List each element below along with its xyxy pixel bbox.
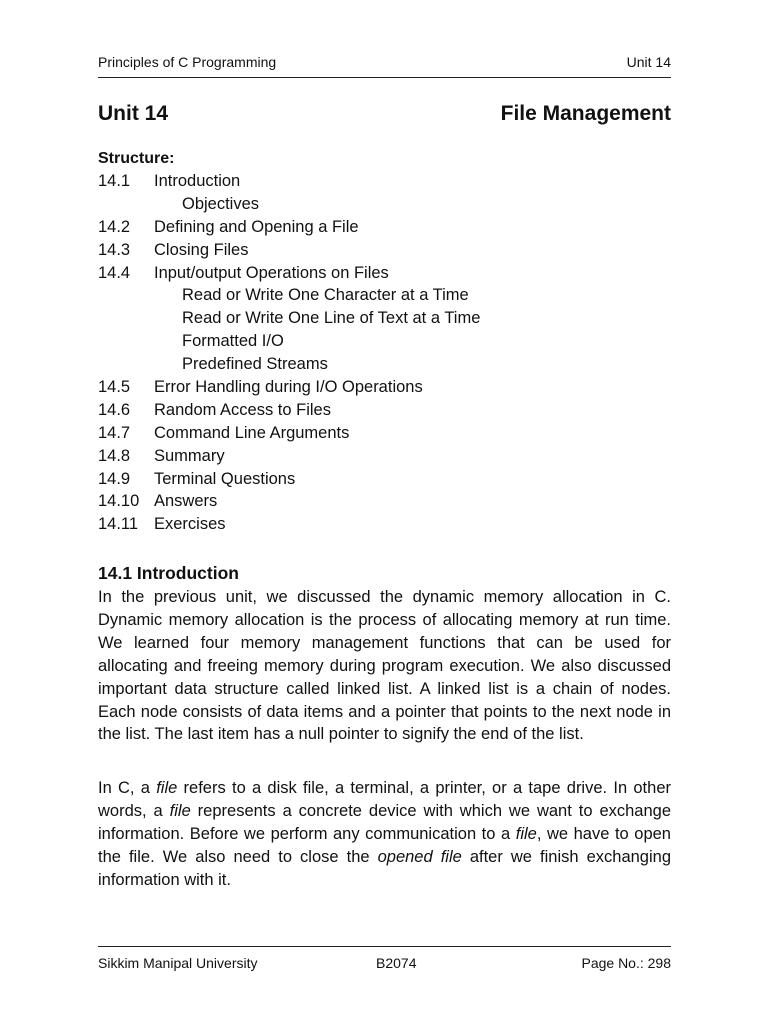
structure-item <box>98 262 671 285</box>
structure-item-number: 14.2 <box>98 217 131 236</box>
footer-page-number: Page No.: 298 <box>581 955 671 971</box>
structure-item-text: Defining and Opening a File <box>154 217 359 236</box>
structure-item <box>98 216 671 239</box>
footer-university: Sikkim Manipal University <box>98 955 258 971</box>
structure-item <box>98 376 671 399</box>
structure-item-number: 14.7 <box>98 423 131 442</box>
header-unit-label: Unit 14 <box>626 54 671 70</box>
para2-text: , we have to open the file. We also need to close the <box>98 824 671 866</box>
structure-item-text: Read or Write One Line of Text at a Time <box>182 309 481 328</box>
intro-paragraph-2 <box>98 777 671 892</box>
structure-list <box>98 147 671 536</box>
structure-item-text: Command Line Arguments <box>154 423 350 442</box>
structure-item-text: Error Handling during I/O Operations <box>154 378 423 397</box>
para2-text: In C, a <box>98 779 157 797</box>
structure-item-text: Answers <box>154 492 218 511</box>
structure-item <box>98 170 671 193</box>
unit-heading <box>98 100 671 128</box>
structure-item <box>98 445 671 468</box>
structure-item-text: Closing Files <box>154 240 249 259</box>
structure-item-text: Summary <box>154 446 225 465</box>
structure-item <box>98 422 671 445</box>
structure-items <box>98 170 671 536</box>
structure-item <box>98 513 671 536</box>
structure-item-number: 14.4 <box>98 263 131 282</box>
para2-text: refers to a disk file, a terminal, a printer, or a tape drive. In other words, a <box>98 779 671 820</box>
structure-item-number: 14.3 <box>98 240 131 259</box>
structure-item-text: Introduction <box>154 172 241 190</box>
structure-item <box>98 307 671 330</box>
structure-item <box>98 468 671 491</box>
para2-emphasis: file <box>156 779 178 797</box>
header-divider <box>98 77 671 78</box>
para2-emphasis: opened file <box>377 847 462 866</box>
para2-emphasis: file <box>169 801 191 820</box>
structure-item-text: Predefined Streams <box>182 355 328 374</box>
book-title: Principles of C Programming <box>98 54 277 70</box>
structure-item <box>98 193 671 216</box>
structure-item-text: Read or Write One Character at a Time <box>182 286 469 305</box>
structure-item-text: Input/output Operations on Files <box>154 263 389 282</box>
para2-text: represents a concrete device with which we want to exchange information. Before we perform any communication to a <box>98 801 671 843</box>
structure-item <box>98 330 671 353</box>
structure-item-number: 14.5 <box>98 378 131 397</box>
intro-paragraph-1: In the previous unit, we discussed the dynamic memory allocation in C. Dynamic memory allocation is the process of allocating memory at run time. We learned four memory management functions that can be used for allocating and freeing memory during program execution. We also discussed important data structure called linked list. A linked list is a chain of nodes. Each node consists of data items and a pointer that points to the next node in the list. The last item has a null pointer to signify the end of the list. <box>98 588 671 744</box>
para2-text: after we finish exchanging information with it. <box>98 847 671 889</box>
running-header <box>98 52 671 72</box>
unit-number: Unit 14 <box>98 102 169 125</box>
structure-item <box>98 490 671 513</box>
structure-item <box>98 239 671 262</box>
structure-item <box>98 353 671 376</box>
structure-item-number: 14.9 <box>98 469 131 488</box>
section-heading: 14.1 Introduction <box>98 563 239 583</box>
structure-item-number: 14.11 <box>98 515 139 534</box>
structure-item-text: Random Access to Files <box>154 400 331 419</box>
structure-item-number: 14.8 <box>98 446 131 465</box>
structure-item <box>98 399 671 422</box>
structure-item-number: 14.6 <box>98 400 131 419</box>
structure-item-text: Exercises <box>154 515 226 534</box>
structure-item-text: Formatted I/O <box>182 332 284 351</box>
structure-item <box>98 284 671 307</box>
structure-label: Structure: <box>98 150 175 167</box>
structure-item-text: Terminal Questions <box>154 469 296 488</box>
footer-code: B2074 <box>376 955 417 971</box>
footer-divider <box>98 946 671 947</box>
unit-topic: File Management <box>500 102 671 125</box>
structure-item-number: 14.10 <box>98 492 140 511</box>
structure-item-text: Objectives <box>182 194 260 213</box>
structure-item-number: 14.1 <box>98 172 131 190</box>
para2-emphasis: file <box>515 824 537 843</box>
